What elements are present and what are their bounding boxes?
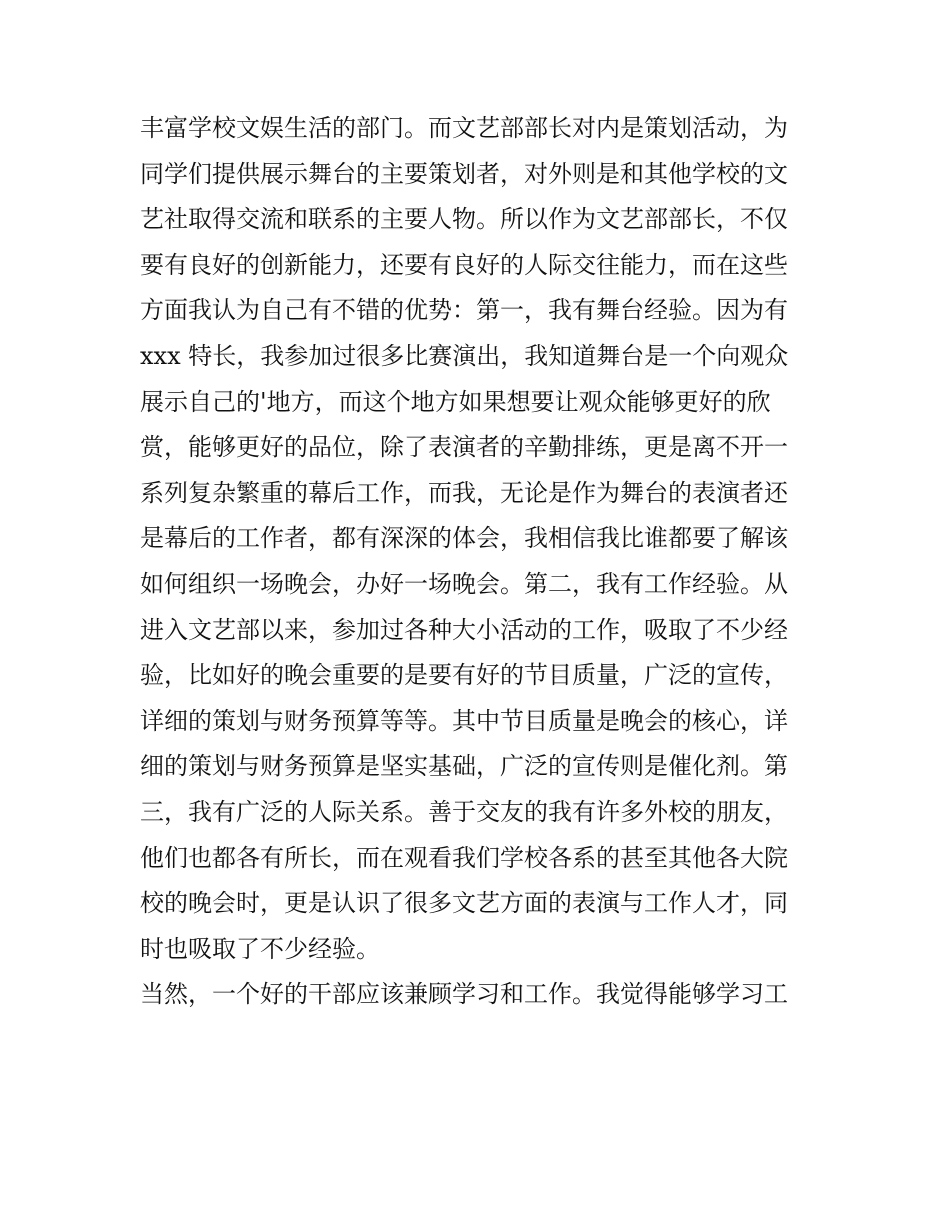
text-line: 三，我有广泛的人际关系。善于交友的我有许多外校的朋友，: [140, 797, 788, 826]
text-line: xxx 特长，我参加过很多比赛演出，我知道舞台是一个向观众: [140, 341, 789, 370]
text-line: 校的晚会时，更是认识了很多文艺方面的表演与工作人才，同: [140, 889, 788, 918]
text-line: 是幕后的工作者，都有深深的体会，我相信我比谁都要了解该: [140, 524, 788, 553]
text-line: 如何组织一场晚会，办好一场晚会。第二，我有工作经验。从: [140, 569, 788, 598]
text-line: 详细的策划与财务预算等等。其中节目质量是晚会的核心，详: [140, 706, 788, 735]
text-line: 艺社取得交流和联系的主要人物。所以作为文艺部部长，不仅: [140, 205, 788, 234]
text-line: 细的策划与财务预算是坚实基础，广泛的宣传则是催化剂。第: [140, 752, 788, 781]
text-line: 同学们提供展示舞台的主要策划者，对外则是和其他学校的文: [140, 159, 788, 188]
paragraph-end-line: 时也吸取了不少经验。: [140, 934, 380, 963]
text-line: 他们也都各有所长，而在观看我们学校各系的甚至其他各大院: [140, 843, 788, 872]
text-line: 要有良好的创新能力，还要有良好的人际交往能力，而在这些: [140, 250, 788, 279]
paragraph-start-line: 当然，一个好的干部应该兼顾学习和工作。我觉得能够学习工: [140, 980, 788, 1009]
text-line: 赏，能够更好的品位，除了表演者的辛勤排练，更是离不开一: [140, 433, 788, 462]
text-line: 展示自己的'地方，而这个地方如果想要让观众能够更好的欣: [140, 387, 771, 416]
text-line: 进入文艺部以来，参加过各种大小活动的工作，吸取了不少经: [140, 615, 788, 644]
text-line: 方面我认为自己有不错的优势：第一，我有舞台经验。因为有: [140, 296, 788, 325]
text-line: 验，比如好的晚会重要的是要有好的节目质量，广泛的宣传，: [140, 661, 788, 690]
text-line: 系列复杂繁重的幕后工作，而我，无论是作为舞台的表演者还: [140, 478, 788, 507]
body-text: [140, 106, 820, 1018]
text-line: 丰富学校文娱生活的部门。而文艺部部长对内是策划活动，为: [140, 114, 788, 142]
